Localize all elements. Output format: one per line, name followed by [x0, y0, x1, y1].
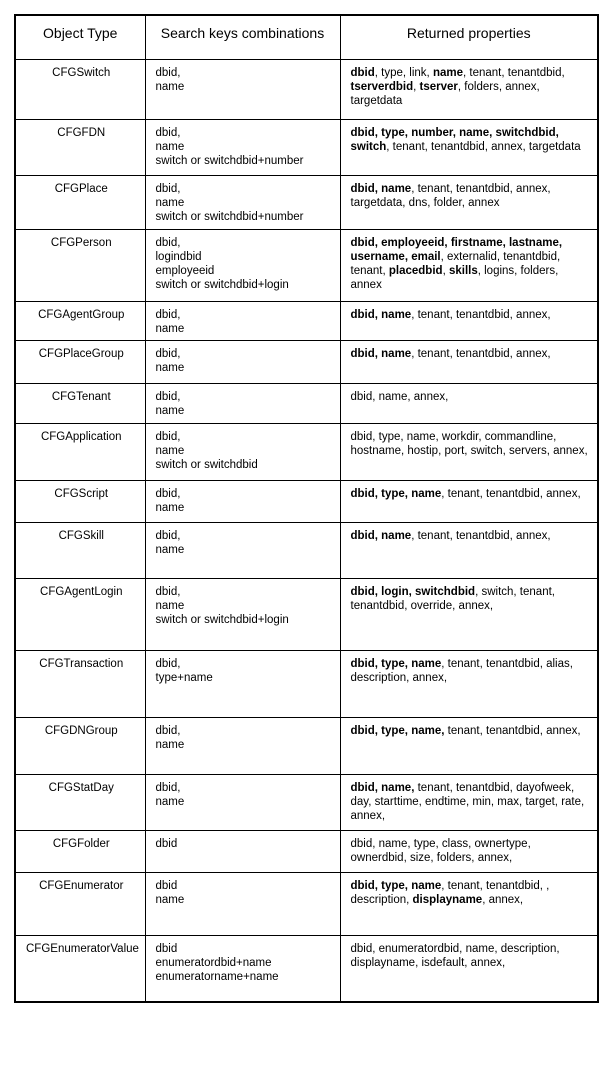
- returned-properties-cell: [340, 301, 598, 340]
- returned-properties-cell: [340, 522, 598, 578]
- object-type-cell: CFGSkill: [15, 522, 145, 578]
- table-row: [15, 229, 598, 301]
- search-key-line: dbid,: [155, 781, 181, 794]
- object-type-cell: CFGApplication: [15, 423, 145, 480]
- search-key-line: name: [155, 599, 185, 612]
- search-key-line: dbid,: [155, 430, 181, 443]
- returned-properties-cell: [340, 59, 598, 119]
- returned-properties-cell: [340, 119, 598, 175]
- search-keys-cell: [145, 717, 340, 774]
- search-keys-cell: [145, 340, 340, 383]
- search-key-line: switch or switchdbid+login: [155, 278, 289, 291]
- search-keys-cell: [145, 119, 340, 175]
- property-run: , tenant, tenantdbid, annex,: [411, 347, 551, 360]
- property-run: , annex,: [482, 893, 524, 906]
- property-run-bold: displayname: [412, 893, 483, 906]
- search-key-line: name: [155, 404, 185, 417]
- search-keys-cell: [145, 935, 340, 1002]
- property-run: , tenant, tenantdbid, annex,: [441, 487, 581, 500]
- property-run: dbid, name, type, class, ownertype, ownerdbid, size, folders, annex,: [350, 837, 531, 864]
- returned-properties-cell: [340, 383, 598, 423]
- property-run: , tenant, tenantdbid, annex,: [411, 529, 551, 542]
- property-run: , tenant, tenantdbid, , description,: [350, 879, 550, 906]
- search-key-line: dbid,: [155, 724, 181, 737]
- search-key-line: dbid,: [155, 66, 181, 79]
- search-key-line: dbid,: [155, 390, 181, 403]
- table-row: [15, 872, 598, 935]
- column-header-object-type: Object Type: [15, 15, 145, 59]
- object-type-cell: CFGEnumerator: [15, 872, 145, 935]
- table-row: [15, 340, 598, 383]
- property-run: , folders, annex, targetdata: [350, 80, 540, 107]
- search-key-line: dbid,: [155, 529, 181, 542]
- search-key-line: name: [155, 444, 185, 457]
- object-type-cell: CFGStatDay: [15, 774, 145, 830]
- property-run-bold: dbid, name: [350, 529, 412, 542]
- search-keys-cell: [145, 175, 340, 229]
- object-type-cell: CFGDNGroup: [15, 717, 145, 774]
- property-run-bold: dbid, name,: [350, 781, 415, 794]
- property-run: , tenant, tenantdbid,: [463, 66, 565, 79]
- property-run-bold: skills: [448, 264, 478, 277]
- property-run-bold: dbid, type, name: [350, 487, 442, 500]
- returned-properties-cell: [340, 480, 598, 522]
- property-run-bold: dbid, type, name: [350, 879, 442, 892]
- property-run-bold: tserver: [419, 80, 458, 93]
- search-keys-cell: [145, 650, 340, 717]
- table-row: [15, 717, 598, 774]
- table-row: [15, 383, 598, 423]
- column-header-returned-properties: Returned properties: [340, 15, 598, 59]
- property-run: tenant, tenantdbid, dayofweek, day, starttime, endtime, min, max, target, rate, annex,: [350, 781, 585, 822]
- returned-properties-cell: [340, 175, 598, 229]
- object-type-cell: CFGPlace: [15, 175, 145, 229]
- returned-properties-cell: [340, 830, 598, 872]
- search-key-line: name: [155, 361, 185, 374]
- search-key-line: name: [155, 893, 185, 906]
- property-run: , switch, tenant, tenantdbid, override, annex,: [350, 585, 555, 612]
- search-key-line: switch or switchdbid: [155, 458, 258, 471]
- object-type-cell: CFGScript: [15, 480, 145, 522]
- property-run: , type, link,: [374, 66, 433, 79]
- object-type-cell: CFGEnumeratorValue: [15, 935, 145, 1002]
- table-row: [15, 119, 598, 175]
- search-key-line: name: [155, 501, 185, 514]
- search-key-line: name: [155, 196, 185, 209]
- search-keys-cell: [145, 423, 340, 480]
- search-keys-cell: [145, 229, 340, 301]
- property-run-bold: dbid, login, switchdbid: [350, 585, 476, 598]
- search-key-line: name: [155, 80, 185, 93]
- property-run: dbid, enumeratordbid, name, description, displayname, isdefault, annex,: [350, 942, 560, 969]
- object-type-cell: CFGFolder: [15, 830, 145, 872]
- table-row: [15, 522, 598, 578]
- property-run-bold: tserverdbid: [350, 80, 414, 93]
- search-keys-cell: [145, 480, 340, 522]
- object-type-cell: CFGPlaceGroup: [15, 340, 145, 383]
- table-row: [15, 480, 598, 522]
- search-keys-cell: [145, 872, 340, 935]
- property-run-bold: dbid, name: [350, 182, 412, 195]
- table-row: [15, 301, 598, 340]
- search-keys-cell: [145, 830, 340, 872]
- property-run-bold: dbid: [350, 66, 375, 79]
- returned-properties-cell: [340, 578, 598, 650]
- search-key-line: dbid,: [155, 236, 181, 249]
- search-keys-cell: [145, 774, 340, 830]
- returned-properties-cell: [340, 774, 598, 830]
- table-row: [15, 830, 598, 872]
- header-row: [15, 15, 598, 59]
- returned-properties-cell: [340, 229, 598, 301]
- search-key-line: dbid: [155, 837, 178, 850]
- object-type-cell: CFGFDN: [15, 119, 145, 175]
- property-run-bold: dbid, type, name: [350, 657, 442, 670]
- search-keys-cell: [145, 383, 340, 423]
- table-row: [15, 578, 598, 650]
- property-run: , externalid, tenantdbid, tenant,: [350, 250, 561, 277]
- property-run: , tenant, tenantdbid, annex,: [411, 308, 551, 321]
- search-keys-cell: [145, 301, 340, 340]
- object-types-table: [14, 14, 599, 1003]
- search-key-line: name: [155, 738, 185, 751]
- search-key-line: name: [155, 140, 185, 153]
- property-run-bold: dbid, type, number, name, switchdbid, switch: [350, 126, 559, 153]
- object-type-cell: CFGAgentGroup: [15, 301, 145, 340]
- object-type-cell: CFGPerson: [15, 229, 145, 301]
- search-key-line: dbid,: [155, 347, 181, 360]
- property-run-bold: name: [432, 66, 463, 79]
- object-type-cell: CFGTenant: [15, 383, 145, 423]
- table-row: [15, 423, 598, 480]
- search-key-line: dbid,: [155, 182, 181, 195]
- property-run-bold: dbid, name: [350, 308, 412, 321]
- property-run: , tenant, tenantdbid, annex, targetdata: [386, 140, 581, 153]
- object-type-cell: CFGTransaction: [15, 650, 145, 717]
- search-key-line: logindbid: [155, 250, 202, 263]
- table-row: [15, 59, 598, 119]
- property-run-bold: dbid, employeeid, firstname, lastname, username, email: [350, 236, 563, 263]
- property-run: , logins, folders, annex: [350, 264, 559, 291]
- table-row: [15, 774, 598, 830]
- table-row: [15, 935, 598, 1002]
- search-key-line: enumeratorname+name: [155, 970, 279, 983]
- search-key-line: switch or switchdbid+number: [155, 210, 304, 223]
- search-key-line: name: [155, 543, 185, 556]
- property-run: dbid, type, name, workdir, commandline, hostname, hostip, port, switch, servers, annex,: [350, 430, 588, 457]
- search-key-line: dbid: [155, 942, 178, 955]
- property-run: ,: [413, 80, 420, 93]
- returned-properties-cell: [340, 340, 598, 383]
- search-key-line: name: [155, 795, 185, 808]
- table-row: [15, 650, 598, 717]
- property-run: , tenant, tenantdbid, alias, description, annex,: [350, 657, 573, 684]
- search-key-line: dbid,: [155, 585, 181, 598]
- search-key-line: switch or switchdbid+number: [155, 154, 304, 167]
- search-keys-cell: [145, 578, 340, 650]
- property-run: tenant, tenantdbid, annex,: [444, 724, 581, 737]
- search-keys-cell: [145, 59, 340, 119]
- search-key-line: dbid,: [155, 657, 181, 670]
- search-key-line: dbid,: [155, 308, 181, 321]
- search-key-line: switch or switchdbid+login: [155, 613, 289, 626]
- search-key-line: employeeid: [155, 264, 215, 277]
- search-keys-cell: [145, 522, 340, 578]
- search-key-line: dbid,: [155, 487, 181, 500]
- returned-properties-cell: [340, 935, 598, 1002]
- search-key-line: dbid,: [155, 126, 181, 139]
- property-run-bold: dbid, type, name,: [350, 724, 445, 737]
- returned-properties-cell: [340, 717, 598, 774]
- property-run: , tenant, tenantdbid, annex, targetdata, dns, folder, annex: [350, 182, 551, 209]
- search-key-line: enumeratordbid+name: [155, 956, 272, 969]
- search-key-line: dbid: [155, 879, 178, 892]
- property-run: dbid, name, annex,: [350, 390, 449, 403]
- returned-properties-cell: [340, 650, 598, 717]
- returned-properties-cell: [340, 423, 598, 480]
- search-key-line: type+name: [155, 671, 213, 684]
- property-run-bold: dbid, name: [350, 347, 412, 360]
- object-type-cell: CFGAgentLogin: [15, 578, 145, 650]
- search-key-line: name: [155, 322, 185, 335]
- object-type-cell: CFGSwitch: [15, 59, 145, 119]
- column-header-search-keys: Search keys combinations: [145, 15, 340, 59]
- property-run-bold: placedbid: [388, 264, 443, 277]
- property-run: ,: [442, 264, 449, 277]
- returned-properties-cell: [340, 872, 598, 935]
- table-row: [15, 175, 598, 229]
